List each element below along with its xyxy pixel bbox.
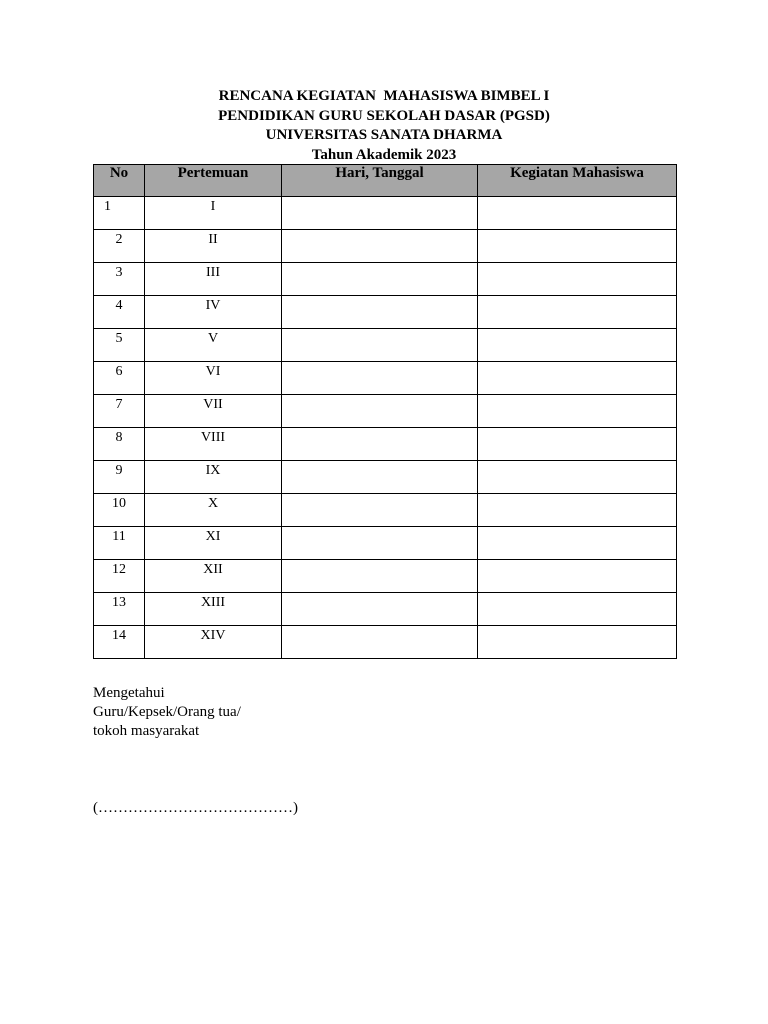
cell-pertemuan: IX — [145, 461, 282, 494]
cell-hari-tanggal — [282, 461, 478, 494]
document-heading — [0, 87, 768, 165]
table-row — [94, 296, 677, 329]
cell-no: 3 — [94, 263, 145, 296]
cell-no: 11 — [94, 527, 145, 560]
header-hari-tanggal: Hari, Tanggal — [282, 165, 478, 197]
cell-no: 6 — [94, 362, 145, 395]
header-no: No — [94, 165, 145, 197]
cell-pertemuan: III — [145, 263, 282, 296]
heading-academic-year: Tahun Akademik 2023 — [311, 146, 457, 163]
cell-kegiatan-mahasiswa — [478, 527, 677, 560]
cell-kegiatan-mahasiswa — [478, 263, 677, 296]
cell-pertemuan: V — [145, 329, 282, 362]
table-row — [94, 626, 677, 659]
cell-no: 2 — [94, 230, 145, 263]
acknowledgement-role-continued: tokoh masyarakat — [93, 723, 200, 739]
cell-kegiatan-mahasiswa — [478, 461, 677, 494]
cell-hari-tanggal — [282, 560, 478, 593]
acknowledgement-role: Guru/Kepsek/Orang tua/ — [93, 704, 241, 720]
cell-pertemuan: II — [145, 230, 282, 263]
cell-hari-tanggal — [282, 263, 478, 296]
cell-pertemuan: XIV — [145, 626, 282, 659]
activity-plan-table — [93, 164, 677, 659]
cell-no: 8 — [94, 428, 145, 461]
cell-kegiatan-mahasiswa — [478, 626, 677, 659]
cell-hari-tanggal — [282, 296, 478, 329]
cell-kegiatan-mahasiswa — [478, 329, 677, 362]
cell-pertemuan: VII — [145, 395, 282, 428]
table-row — [94, 263, 677, 296]
cell-pertemuan: XII — [145, 560, 282, 593]
heading-university: UNIVERSITAS SANATA DHARMA — [265, 127, 503, 143]
cell-hari-tanggal — [282, 395, 478, 428]
cell-kegiatan-mahasiswa — [478, 197, 677, 230]
cell-kegiatan-mahasiswa — [478, 362, 677, 395]
cell-no: 14 — [94, 626, 145, 659]
cell-pertemuan: VIII — [145, 428, 282, 461]
cell-hari-tanggal — [282, 230, 478, 263]
cell-no: 4 — [94, 296, 145, 329]
table-row — [94, 527, 677, 560]
cell-no: 9 — [94, 461, 145, 494]
table-row — [94, 560, 677, 593]
cell-hari-tanggal — [282, 197, 478, 230]
table-header-row — [94, 165, 677, 197]
heading-program: PENDIDIKAN GURU SEKOLAH DASAR (PGSD) — [218, 107, 550, 124]
header-kegiatan-mahasiswa: Kegiatan Mahasiswa — [478, 165, 677, 197]
cell-kegiatan-mahasiswa — [478, 296, 677, 329]
cell-no: 10 — [94, 494, 145, 527]
cell-no: 12 — [94, 560, 145, 593]
cell-hari-tanggal — [282, 494, 478, 527]
signature-line: (…………………………………) — [93, 800, 298, 816]
cell-kegiatan-mahasiswa — [478, 395, 677, 428]
cell-hari-tanggal — [282, 428, 478, 461]
cell-kegiatan-mahasiswa — [478, 560, 677, 593]
table-row — [94, 395, 677, 428]
cell-pertemuan: VI — [145, 362, 282, 395]
cell-hari-tanggal — [282, 527, 478, 560]
table-row — [94, 494, 677, 527]
table-row — [94, 329, 677, 362]
heading-title: RENCANA KEGIATAN MAHASISWA BIMBEL I — [218, 88, 550, 104]
table-row — [94, 593, 677, 626]
cell-hari-tanggal — [282, 593, 478, 626]
cell-no: 7 — [94, 395, 145, 428]
cell-hari-tanggal — [282, 362, 478, 395]
table-row — [94, 461, 677, 494]
cell-kegiatan-mahasiswa — [478, 230, 677, 263]
cell-kegiatan-mahasiswa — [478, 593, 677, 626]
table-row — [94, 230, 677, 263]
cell-no: 13 — [94, 593, 145, 626]
cell-hari-tanggal — [282, 626, 478, 659]
header-pertemuan: Pertemuan — [145, 165, 282, 197]
cell-pertemuan: IV — [145, 296, 282, 329]
acknowledgement-block — [93, 684, 241, 741]
cell-no: 5 — [94, 329, 145, 362]
table-row — [94, 362, 677, 395]
table-row — [94, 428, 677, 461]
table-row — [94, 197, 677, 230]
cell-kegiatan-mahasiswa — [478, 428, 677, 461]
cell-no: 1 — [94, 197, 145, 230]
cell-pertemuan: I — [145, 197, 282, 230]
cell-pertemuan: XI — [145, 527, 282, 560]
cell-hari-tanggal — [282, 329, 478, 362]
cell-pertemuan: XIII — [145, 593, 282, 626]
cell-kegiatan-mahasiswa — [478, 494, 677, 527]
acknowledgement-label: Mengetahui — [93, 685, 165, 701]
cell-pertemuan: X — [145, 494, 282, 527]
